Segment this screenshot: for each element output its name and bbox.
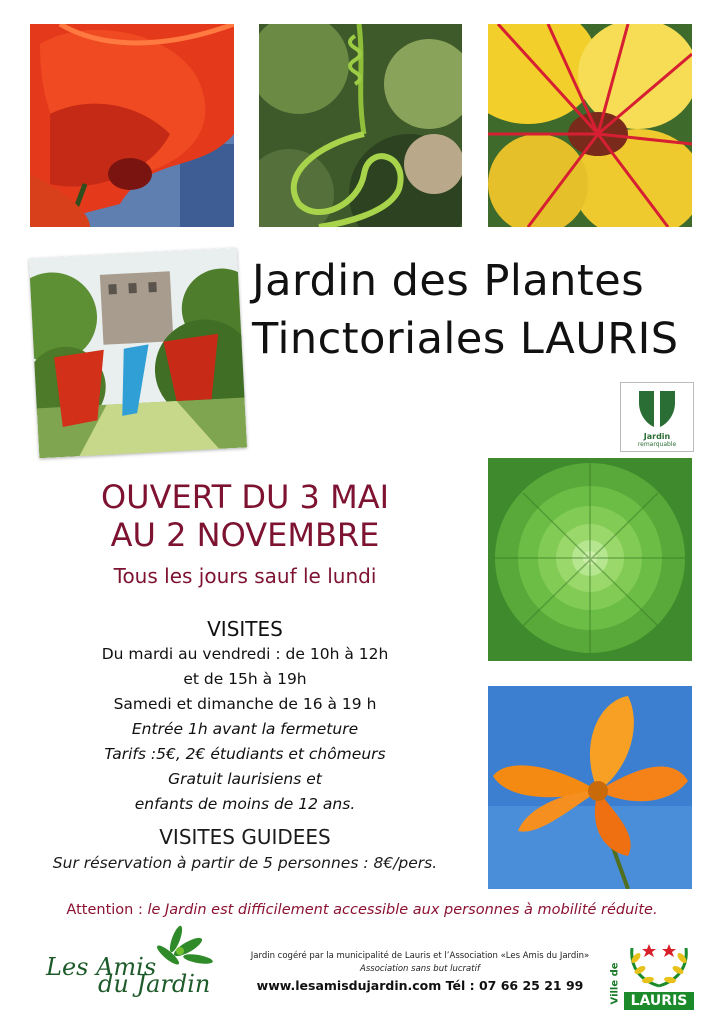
guided-heading: VISITES GUIDEES [159, 825, 331, 849]
guided-visits-section [10, 824, 480, 876]
visits-line: Samedi et dimanche de 16 à 19 h [113, 695, 377, 713]
poppy-photo [30, 24, 234, 227]
opening-section [30, 478, 460, 590]
leaf-emblem-icon [621, 383, 693, 431]
footer-line-1: Jardin cogéré par la municipalité de Lauris et l’Association «Les Amis du Jardin» [250, 951, 590, 961]
amis-du-jardin-logo [38, 925, 228, 1015]
amis-logo-word-1: Les Amis [46, 953, 157, 981]
guided-text: Sur réservation à partir de 5 personnes : 8€/pers. [52, 854, 438, 872]
visits-line: et de 15h à 19h [183, 670, 307, 688]
visits-line: Du mardi au vendredi : de 10h à 12h [101, 645, 389, 663]
garden-banners-photo [29, 248, 247, 459]
orange-cosmos-photo [488, 686, 692, 889]
ville-label: Ville de [609, 962, 621, 1005]
footer [210, 950, 630, 996]
yellow-flower-photo [488, 24, 692, 227]
attention-label: Attention : [66, 902, 143, 918]
badge-sublabel: remarquable [637, 441, 677, 448]
ville-de-lauris-logo [608, 940, 696, 1012]
visits-line: enfants de moins de 12 ans. [134, 795, 356, 813]
opening-line-3: Tous les jours sauf le lundi [113, 564, 377, 588]
jardin-remarquable-logo [620, 382, 694, 452]
opening-line-1: OUVERT DU 3 MAI [100, 478, 390, 516]
ville-name: LAURIS [624, 992, 694, 1010]
title-line-1: Jardin des Plantes [252, 256, 645, 306]
page-title [252, 252, 712, 368]
footer-contact: www.lesamisdujardin.com Tél : 07 66 25 21 99 [256, 978, 584, 993]
tendril-photo [259, 24, 462, 227]
visits-line: Tarifs :5€, 2€ étudiants et chômeurs [104, 745, 386, 763]
amis-logo-word-2: du Jardin [98, 970, 211, 998]
succulent-photo [488, 458, 692, 661]
opening-line-2: AU 2 NOVEMBRE [110, 516, 380, 554]
laurel-crest-icon [624, 940, 694, 990]
visits-heading: VISITES [207, 617, 283, 641]
attention-text: le Jardin est difficilement accessible aux personnes à mobilité réduite. [142, 902, 658, 918]
visits-line: Gratuit laurisiens et [168, 770, 322, 788]
visits-section [10, 616, 480, 817]
attention-notice [0, 902, 724, 918]
badge-label: Jardin [643, 432, 671, 441]
visits-line: Entrée 1h avant la fermeture [131, 720, 359, 738]
title-line-2: Tinctoriales LAURIS [252, 314, 679, 364]
footer-line-2: Association sans but lucratif [360, 964, 480, 974]
